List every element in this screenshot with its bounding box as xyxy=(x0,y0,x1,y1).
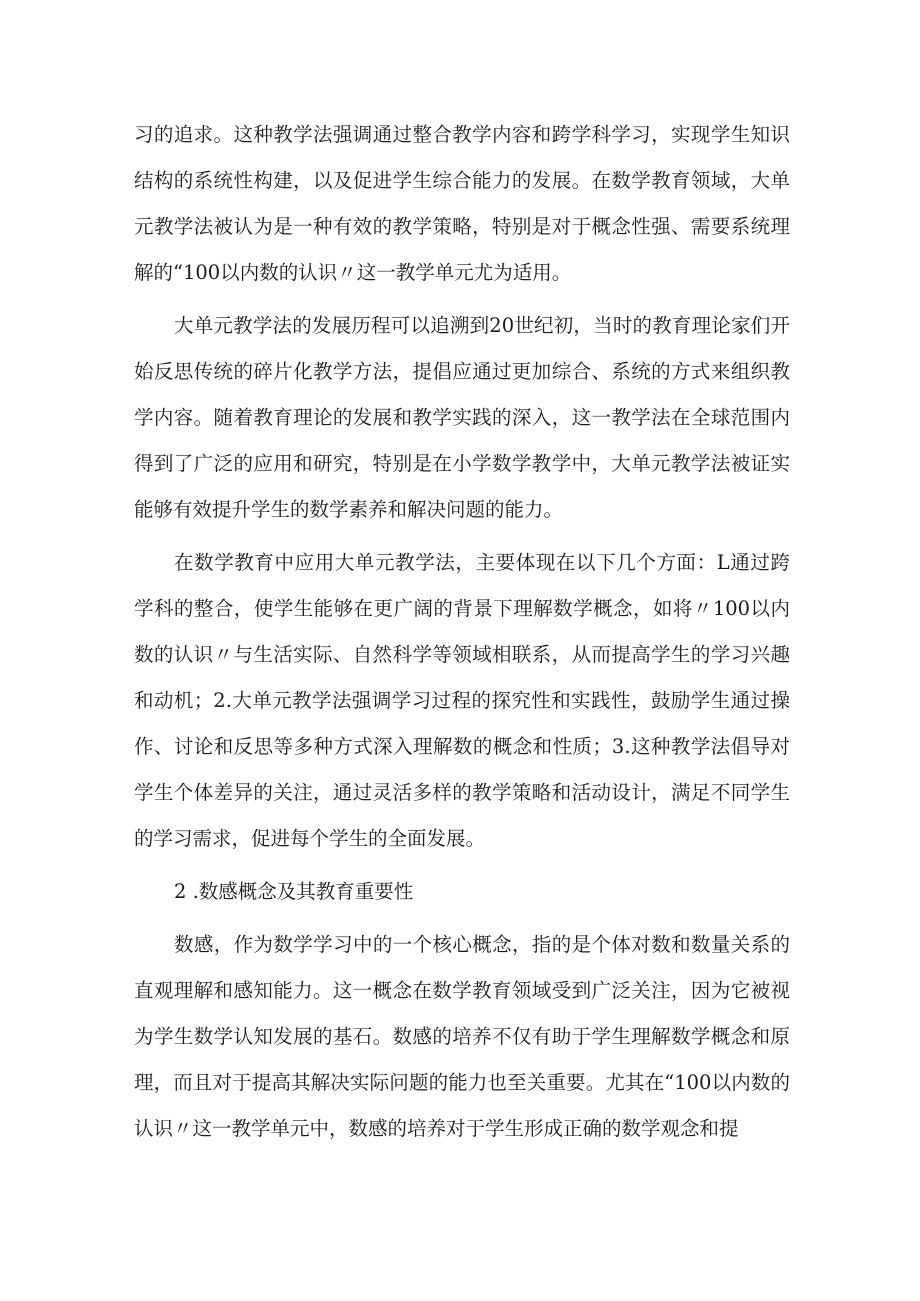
document-body xyxy=(134,112,790,1159)
paragraph-number-sense: 数感，作为数学学习中的一个核心概念，指的是个体对数和数量关系的直观理解和感知能力。这一概念在数学教育领域受到广泛关注，因为它被视为学生数学认知发展的基石。数感的培养不仅有助于学生理解数学概念和原理，而且对于提高其解决实际问题的能力也至关重要。尤其在“100以内数的认识〃这一教学单元中，数感的培养对于学生形成正确的数学观念和提 xyxy=(134,933,790,1140)
section-heading: 2 .数感概念及其教育重要性 xyxy=(174,880,414,903)
paragraph-continued: 习的追求。这种教学法强调通过整合教学内容和跨学科学习，实现学生知识结构的系统性构建，以及促进学生综合能力的发展。在数学教育领域，大单元教学法被认为是一种有效的教学策略，特别是对于概念性强、需要系统理解的“100以内数的认识〃这一教学单元尤为适用。 xyxy=(134,123,790,284)
paragraph-application: 在数学教育中应用大单元教学法，主要体现在以下几个方面：L通过跨学科的整合，使学生能够在更广阔的背景下理解数学概念，如将〃100以内数的认识〃与生活实际、自然科学等领域相联系，从而提高学生的学习兴趣和动机；2.大单元教学法强调学习过程的探究性和实践性，鼓励学生通过操作、讨论和反思等多种方式深入理解数的概念和性质；3.这种教学法倡导对学生个体差异的关注，通过灵活多样的教学策略和活动设计，满足不同学生的学习需求，促进每个学生的全面发展。 xyxy=(134,551,790,850)
paragraph-history: 大单元教学法的发展历程可以追溯到20世纪初，当时的教育理论家们开始反思传统的碎片化教学方法，提倡应通过更加综合、系统的方式来组织教学内容。随着教育理论的发展和教学实践的深入，这一教学法在全球范围内得到了广泛的应用和研究，特别是在小学数学教学中，大单元教学法被证实能够有效提升学生的数学素养和解决问题的能力。 xyxy=(134,314,790,521)
